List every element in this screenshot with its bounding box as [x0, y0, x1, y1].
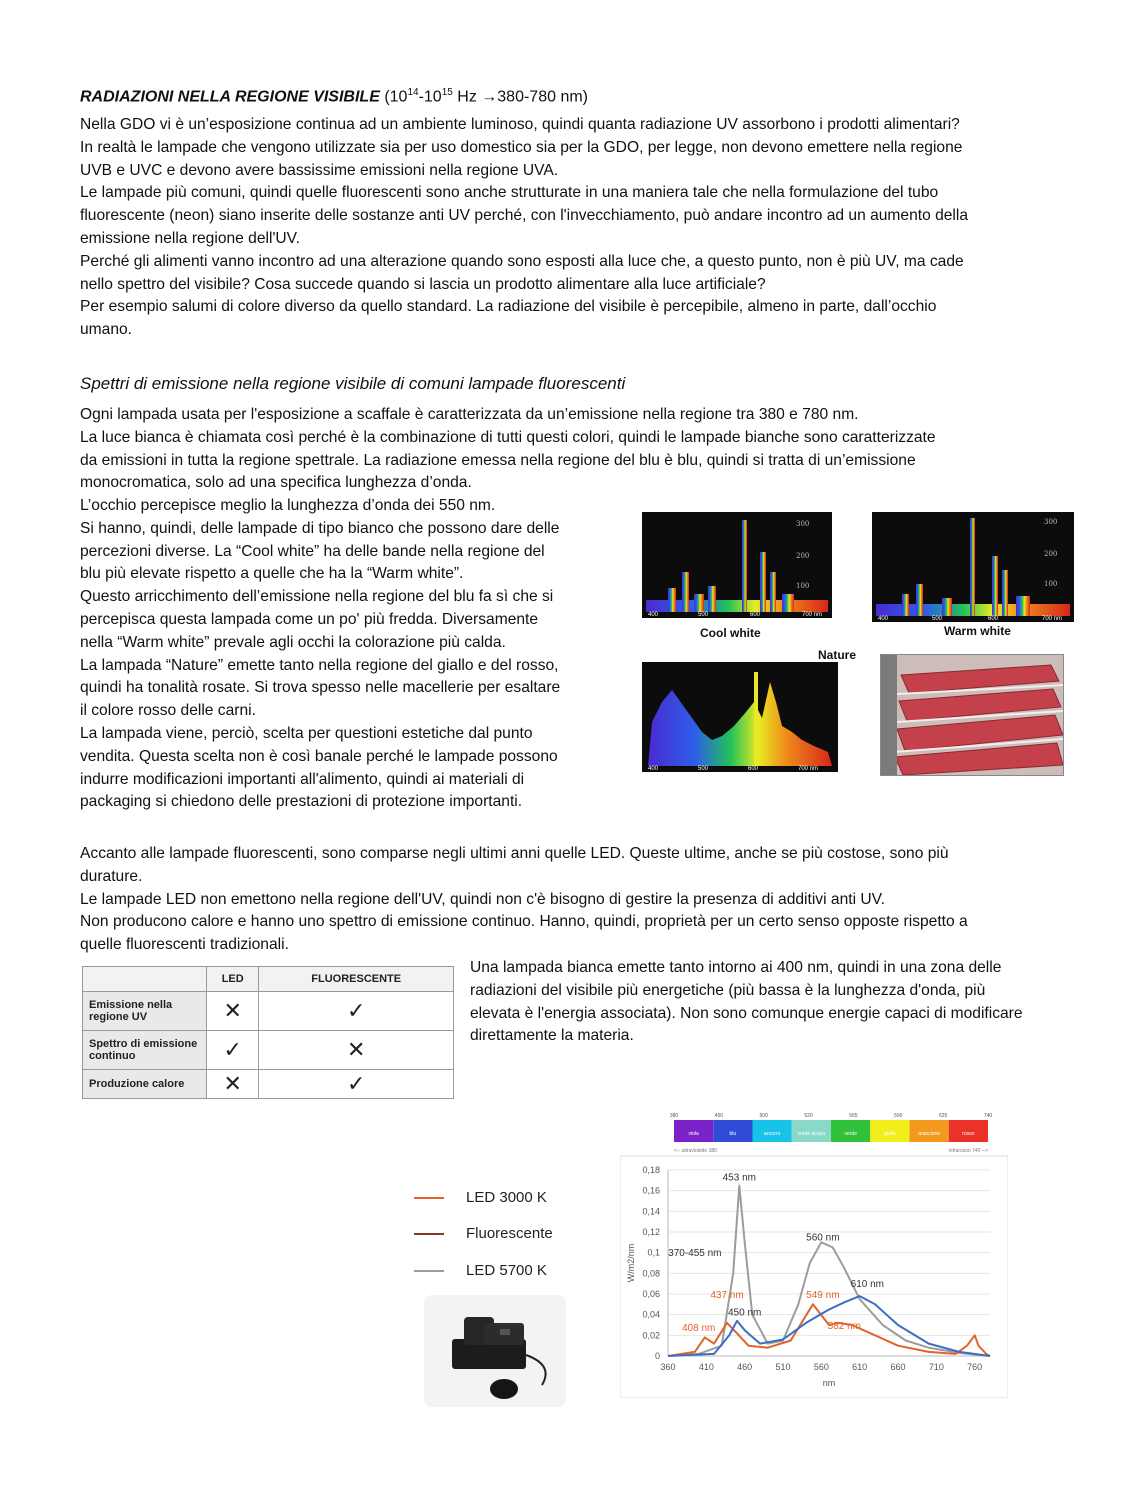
text-line: umano.: [80, 321, 133, 339]
x-tick-label: 710: [928, 1362, 944, 1372]
text-line: monocromatica, solo ad una specifica lunghezza d’onda.: [80, 474, 472, 492]
text-line: Questo arricchimento dell’emissione nella regione del blu fa sì che si: [80, 588, 554, 606]
cool-white-label: Cool white: [700, 626, 761, 640]
text-line: Accanto alle lampade fluorescenti, sono comparse negli ultimi anni quelle LED. Queste ultime, anche se più costose, sono più: [80, 845, 949, 862]
text-line: La lampada viene, perciò, scelta per questioni estetiche dal punto: [80, 724, 533, 742]
spectrum-band-label: arancione: [918, 1131, 941, 1137]
x-tick-label: 460: [737, 1362, 753, 1372]
x-tick: 700 nm: [802, 612, 823, 618]
y-tick-label: 0,04: [642, 1309, 660, 1320]
warm-white-label: Warm white: [944, 624, 1011, 638]
text-line: Le lampade LED non emettono nella regione dell'UV, quindi non c'è bisogno di gestire la presenza di additivi anti UV.: [80, 890, 885, 908]
section2-title: Spettri di emissione nella regione visibile di comuni lampade fluorescenti: [80, 374, 626, 393]
heading-exponent-1: 14: [407, 87, 419, 98]
heading-range-open: (10: [384, 88, 408, 106]
x-tick-label: 560: [813, 1362, 829, 1372]
spectrum-band-tick: 625: [938, 1113, 948, 1119]
spectrum-band-tick: 740: [983, 1113, 993, 1119]
x-tick-label: 660: [890, 1362, 906, 1372]
x-tick: 500: [932, 616, 943, 622]
check-icon: ✓: [259, 1070, 454, 1099]
peak-annotation: 582 nm: [827, 1321, 862, 1333]
meat-display-photo: [880, 654, 1064, 776]
text-line: In realtà le lampade che vengono utilizzate sia per uso domestico sia per la GDO, per legge, non devono emettere nella regione: [80, 138, 963, 156]
comparison-table: [82, 966, 454, 1099]
x-tick: 600: [988, 616, 999, 622]
legend-label: Fluorescente: [466, 1225, 553, 1242]
y-tick: 100: [1044, 580, 1058, 588]
text-line: direttamente la materia.: [470, 1027, 634, 1045]
text-line: vendita. Questa scelta non è così banale perché le lampade possono: [80, 747, 558, 765]
text-line: Non producono calore e hanno uno spettro di emissione continuo. Hanno, quindi, proprietà per un certo senso opposte rispetto a: [80, 913, 968, 931]
y-tick-label: 0,14: [642, 1206, 660, 1217]
peak-annotation: 437 nm: [710, 1290, 744, 1302]
text-line: nello spettro del visibile? Cosa succede quando si lascia un prodotto alimentare alla luce artificiale?: [80, 275, 766, 293]
nature-label: Nature: [818, 648, 857, 662]
warm-white-spectrum-plot: [872, 512, 1074, 622]
x-tick: 700 nm: [1042, 616, 1063, 622]
x-tick: 600: [748, 766, 759, 772]
table-row: [83, 992, 454, 1031]
comparison-table-figure: [82, 966, 454, 1099]
text-line: blu più elevate rispetto a quelle che ha la “Warm white”.: [80, 565, 464, 583]
table-header-row: [83, 967, 454, 992]
x-tick: 400: [648, 766, 659, 772]
text-line: quelle fluorescenti tradizionali.: [80, 936, 289, 954]
text-line: La lampada “Nature” emette tanto nella regione del giallo e del rosso,: [80, 656, 559, 674]
led-paragraph: [80, 843, 1080, 957]
check-icon: ✓: [207, 1031, 259, 1070]
text-line: Si hanno, quindi, delle lampade di tipo bianco che possono dare delle: [80, 519, 560, 537]
peak-annotation: 453 nm: [722, 1172, 756, 1184]
x-axis-label: nm: [822, 1378, 836, 1388]
spectrum-band-label: azzurro: [763, 1131, 781, 1137]
heading-range-dash: -10: [418, 88, 442, 106]
nature-spectrum-plot: [642, 662, 838, 772]
y-tick-label: 0,16: [642, 1185, 660, 1196]
text-line: quindi ha tonalità rosate. Si trova spesso nelle macellerie per esaltare: [80, 679, 561, 697]
spectrum-band-label: giallo: [884, 1131, 896, 1137]
text-line: packaging si chiedono delle prestazioni di protezione importanti.: [80, 793, 523, 811]
text-line: fluorescente (neon) siano inserite delle sostanze anti UV perché, con l'invecchiamento, può andare incontro ad un aumento della: [80, 207, 969, 225]
emission-chart: [620, 1108, 1008, 1398]
x-tick: 500: [698, 612, 709, 618]
y-tick-label: 0,02: [642, 1330, 660, 1341]
table-header-cell: [83, 967, 207, 992]
heading-range-rest: Hz →380-780 nm): [452, 88, 588, 106]
text-line: da emissioni in tutta la regione spettrale. La radiazione emessa nella regione del blu è blu, quindi si tratta di un’emissione: [80, 451, 916, 469]
text-line: UVB e UVC e devono avere bassissime emissioni nella regione UVA.: [80, 161, 559, 179]
y-tick-label: 0,08: [642, 1268, 660, 1279]
peak-annotation: 450 nm: [727, 1307, 762, 1319]
x-tick-label: 760: [967, 1362, 983, 1372]
intro-paragraph: [80, 114, 1080, 342]
x-tick: 600: [750, 612, 761, 618]
peak-annotation: 560 nm: [806, 1232, 840, 1244]
y-tick: 300: [796, 520, 810, 528]
table-row-label: Emissione nella regione UV: [83, 992, 207, 1031]
x-tick: 400: [648, 612, 659, 618]
y-tick-label: 0,1: [647, 1247, 660, 1258]
text-line: Le lampade più comuni, quindi quelle fluorescenti sono anche strutturate in una maniera tale che nella formulazione del tubo: [80, 184, 939, 202]
spectrometer-illustration: [424, 1295, 566, 1407]
x-tick: 400: [878, 616, 889, 622]
meat-shelves-illustration: [881, 655, 1063, 775]
text-line: Nella GDO vi è un’esposizione continua ad un ambiente luminoso, quindi quanta radiazione UV assorbono i prodotti alimentari?: [80, 116, 960, 133]
table-row-label: Produzione calore: [83, 1070, 207, 1099]
x-tick-label: 410: [698, 1362, 714, 1372]
text-line: il colore rosso delle carni.: [80, 702, 256, 720]
spectrum-band-label: verde: [844, 1131, 857, 1137]
spectrum-band-tick: 450: [714, 1113, 724, 1119]
text-line: indurre modificazioni importanti all'alimento, quindi ai materiali di: [80, 770, 525, 788]
text-line: radiazioni del visibile più energetiche (più bassa è la lunghezza d'onda, più: [470, 981, 986, 999]
x-tick: 700 nm: [798, 766, 819, 772]
heading-title: RADIAZIONI NELLA REGIONE VISIBILE: [80, 88, 380, 106]
text-line: percezioni diverse. La “Cool white” ha delle bande nella regione del: [80, 542, 545, 560]
spectrum-band-note: <-- ultravioletto 380: [674, 1148, 717, 1154]
table-row-label: Spettro di emissione continuo: [83, 1031, 207, 1070]
cross-icon: ✕: [207, 992, 259, 1031]
peak-annotation: 370-455 nm: [668, 1247, 722, 1259]
text-line: Per esempio salumi di colore diverso da quello standard. La radiazione del visibile è percepibile, almeno in parte, dall’occhio: [80, 298, 937, 316]
peak-annotation: 408 nm: [681, 1323, 716, 1335]
spectrum-band-note: infrarosso 740 -->: [948, 1148, 988, 1154]
table-row: [83, 1070, 454, 1099]
y-axis-label: W/m2/nm: [626, 1243, 636, 1283]
spectrum-band-label: viola: [688, 1131, 699, 1137]
legend-label: LED 5700 K: [466, 1262, 547, 1279]
legend-svg: [410, 1184, 580, 1284]
spectrum-band-tick: 590: [894, 1113, 903, 1119]
legend-label: LED 3000 K: [466, 1189, 547, 1206]
spectrum-band-label: verde acqua: [797, 1131, 826, 1137]
text-line: Perché gli alimenti vanno incontro ad una alterazione quando sono esposti alla luce che, a questo punto, non è più UV, ma cade: [80, 252, 964, 270]
spectrum-band-tick: 500: [759, 1113, 768, 1119]
cool-white-spectrum: [642, 512, 832, 618]
emission-chart-svg: [620, 1108, 1008, 1398]
y-tick-label: 0: [654, 1351, 660, 1361]
spectrum-band-label: blu: [729, 1131, 737, 1137]
text-line: L’occhio percepisce meglio la lunghezza d’onda dei 550 nm.: [80, 497, 496, 514]
text-line: durature.: [80, 867, 143, 885]
text-line: percepisca questa lampada come un po' più fredda. Diversamente: [80, 610, 539, 628]
spectrometer-photo: [424, 1295, 566, 1407]
table-header-cell: LED: [207, 967, 259, 992]
x-tick-label: 510: [775, 1362, 791, 1372]
warm-white-spectrum: [872, 512, 1074, 622]
cross-icon: ✕: [259, 1031, 454, 1070]
y-tick-label: 0,12: [642, 1227, 660, 1237]
chart-legend: [410, 1184, 580, 1289]
y-tick: 300: [1044, 518, 1058, 526]
check-icon: ✓: [259, 992, 454, 1031]
spectrum-band-tick: 520: [804, 1113, 813, 1119]
text-line: elevata è l'energia associata). Non sono comunque energie capaci di modificare: [470, 1004, 1023, 1022]
y-tick: 100: [796, 582, 810, 590]
heading-exponent-2: 15: [441, 87, 453, 98]
y-tick: 200: [1044, 550, 1058, 558]
y-tick: 200: [796, 552, 810, 560]
text-line: emissione nella regione dell'UV.: [80, 229, 300, 247]
text-line: Ogni lampada usata per l'esposizione a scaffale è caratterizzata da un’emissione nella regione tra 380 e 780 nm.: [80, 406, 859, 423]
cross-icon: ✕: [207, 1070, 259, 1099]
spectrum-band-tick: 565: [849, 1113, 858, 1119]
section-heading: [80, 82, 588, 108]
section2-paragraph: [80, 404, 1080, 495]
text-line: La luce bianca è chiamata così perché è la combinazione di tutti questi colori, quindi le lampade bianche sono caratterizzate: [80, 428, 936, 446]
text-line: nella “Warm white” prevale agli occhi la colorazione più calda.: [80, 633, 506, 651]
white-lamp-paragraph: [470, 957, 1090, 1048]
nature-spectrum: [642, 662, 838, 772]
y-tick-label: 0,18: [642, 1165, 660, 1175]
text-line: Una lampada bianca emette tanto intorno ai 400 nm, quindi in una zona delle: [470, 959, 1002, 976]
y-tick-label: 0,06: [642, 1289, 660, 1299]
table-row: [83, 1031, 454, 1070]
peak-annotation: 610 nm: [850, 1278, 885, 1290]
peak-annotation: 549 nm: [806, 1290, 840, 1302]
spectrum-band-label: rosso: [962, 1131, 975, 1137]
section2-left-column: [80, 495, 620, 814]
x-tick-label: 610: [852, 1362, 868, 1372]
cool-white-spectrum-plot: [642, 512, 832, 618]
table-header-cell: FLUORESCENTE: [259, 967, 454, 992]
x-tick: 500: [698, 766, 709, 772]
x-tick-label: 360: [660, 1362, 676, 1372]
spectrum-band-tick: 380: [669, 1113, 679, 1119]
